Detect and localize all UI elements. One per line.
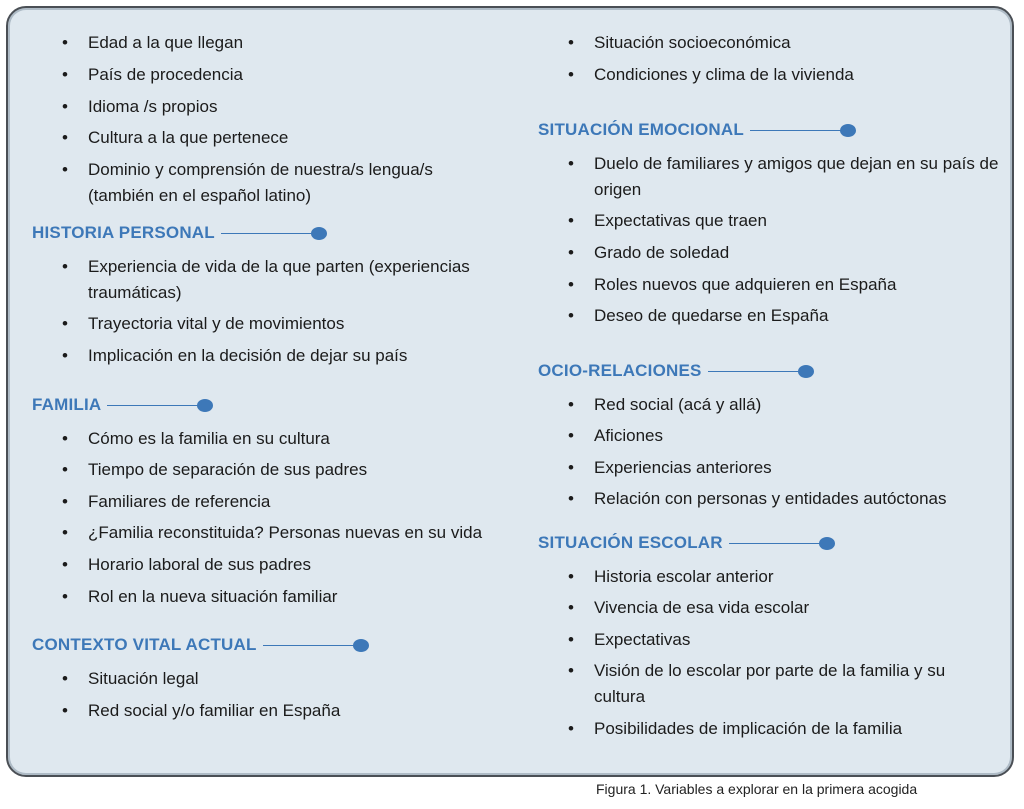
section-heading-situacion-escolar: SITUACIÓN ESCOLAR [538, 533, 835, 553]
list-item: • Red social y/o familiar en España [88, 698, 340, 724]
bullet-icon: • [62, 128, 68, 147]
pin-icon [798, 365, 814, 378]
bullet-icon: • [568, 598, 574, 617]
connector-line [221, 227, 327, 240]
list-item: • Implicación en la decisión de dejar su país [88, 343, 407, 369]
list-item: • Visión de lo escolar por parte de la familia y su cultura [594, 658, 945, 710]
connector-line [750, 124, 856, 137]
pin-icon [819, 537, 835, 550]
section-heading-familia: FAMILIA [32, 395, 213, 415]
list-item: • Experiencias anteriores [594, 455, 772, 481]
pin-icon [197, 399, 213, 412]
content-panel [6, 6, 1014, 777]
list-item: • Expectativas que traen [594, 208, 767, 234]
bullet-icon: • [62, 701, 68, 720]
bullet-icon: • [568, 306, 574, 325]
connector-line [708, 365, 814, 378]
bullet-icon: • [62, 257, 68, 276]
list-item: • Red social (acá y allá) [594, 392, 761, 418]
list-item: • Horario laboral de sus padres [88, 552, 311, 578]
bullet-icon: • [568, 243, 574, 262]
bullet-icon: • [62, 587, 68, 606]
bullet-icon: • [568, 65, 574, 84]
bullet-icon: • [568, 426, 574, 445]
bullet-icon: • [568, 661, 574, 680]
bullet-icon: • [62, 492, 68, 511]
section-heading-contexto-vital: CONTEXTO VITAL ACTUAL [32, 635, 369, 655]
list-item: • Deseo de quedarse en España [594, 303, 828, 329]
bullet-icon: • [62, 523, 68, 542]
list-item: • Historia escolar anterior [594, 564, 774, 590]
pin-icon [311, 227, 327, 240]
bullet-icon: • [62, 314, 68, 333]
bullet-icon: • [568, 567, 574, 586]
bullet-icon: • [568, 275, 574, 294]
bullet-icon: • [62, 160, 68, 179]
pin-icon [353, 639, 369, 652]
list-item: • Cultura a la que pertenece [88, 125, 288, 151]
connector-line [107, 399, 213, 412]
bullet-icon: • [568, 154, 574, 173]
bullet-icon: • [62, 429, 68, 448]
list-item: • Condiciones y clima de la vivienda [594, 62, 854, 88]
list-item: • Cómo es la familia en su cultura [88, 426, 330, 452]
bullet-icon: • [568, 719, 574, 738]
list-item: • Vivencia de esa vida escolar [594, 595, 809, 621]
list-item: • Aficiones [594, 423, 663, 449]
list-item: • Edad a la que llegan [88, 30, 243, 56]
list-item: • Experiencia de vida de la que parten (experiencias traumáticas) [88, 254, 470, 306]
bullet-icon: • [62, 65, 68, 84]
bullet-icon: • [568, 395, 574, 414]
bullet-icon: • [568, 33, 574, 52]
list-item: • País de procedencia [88, 62, 243, 88]
list-item: • Duelo de familiares y amigos que dejan en su país de origen [594, 151, 998, 203]
bullet-icon: • [568, 489, 574, 508]
connector-line [729, 537, 835, 550]
list-item: • Idioma /s propios [88, 94, 217, 120]
list-item: • Trayectoria vital y de movimientos [88, 311, 344, 337]
list-item: • Situación legal [88, 666, 199, 692]
list-item: • Rol en la nueva situación familiar [88, 584, 337, 610]
bullet-icon: • [62, 669, 68, 688]
list-item: • Dominio y comprensión de nuestra/s lengua/s (también en el español latino) [88, 157, 433, 209]
pin-icon [840, 124, 856, 137]
bullet-icon: • [62, 97, 68, 116]
connector-line [263, 639, 369, 652]
list-item: • Expectativas [594, 627, 690, 653]
list-item: • Tiempo de separación de sus padres [88, 457, 367, 483]
list-item: • Familiares de referencia [88, 489, 270, 515]
list-item: • Situación socioeconómica [594, 30, 791, 56]
bullet-icon: • [568, 458, 574, 477]
list-item: • Relación con personas y entidades autóctonas [594, 486, 947, 512]
section-heading-situacion-emocional: SITUACIÓN EMOCIONAL [538, 120, 856, 140]
bullet-icon: • [62, 555, 68, 574]
section-heading-ocio-relaciones: OCIO-RELACIONES [538, 361, 814, 381]
bullet-icon: • [568, 211, 574, 230]
section-heading-historia-personal: HISTORIA PERSONAL [32, 223, 327, 243]
list-item: • Posibilidades de implicación de la familia [594, 716, 902, 742]
list-item: • Grado de soledad [594, 240, 729, 266]
list-item: • Roles nuevos que adquieren en España [594, 272, 896, 298]
bullet-icon: • [62, 33, 68, 52]
figure-caption: Figura 1. Variables a explorar en la primera acogida [596, 781, 918, 797]
list-item: • ¿Familia reconstituida? Personas nuevas en su vida [88, 520, 482, 546]
bullet-icon: • [568, 630, 574, 649]
bullet-icon: • [62, 460, 68, 479]
bullet-icon: • [62, 346, 68, 365]
